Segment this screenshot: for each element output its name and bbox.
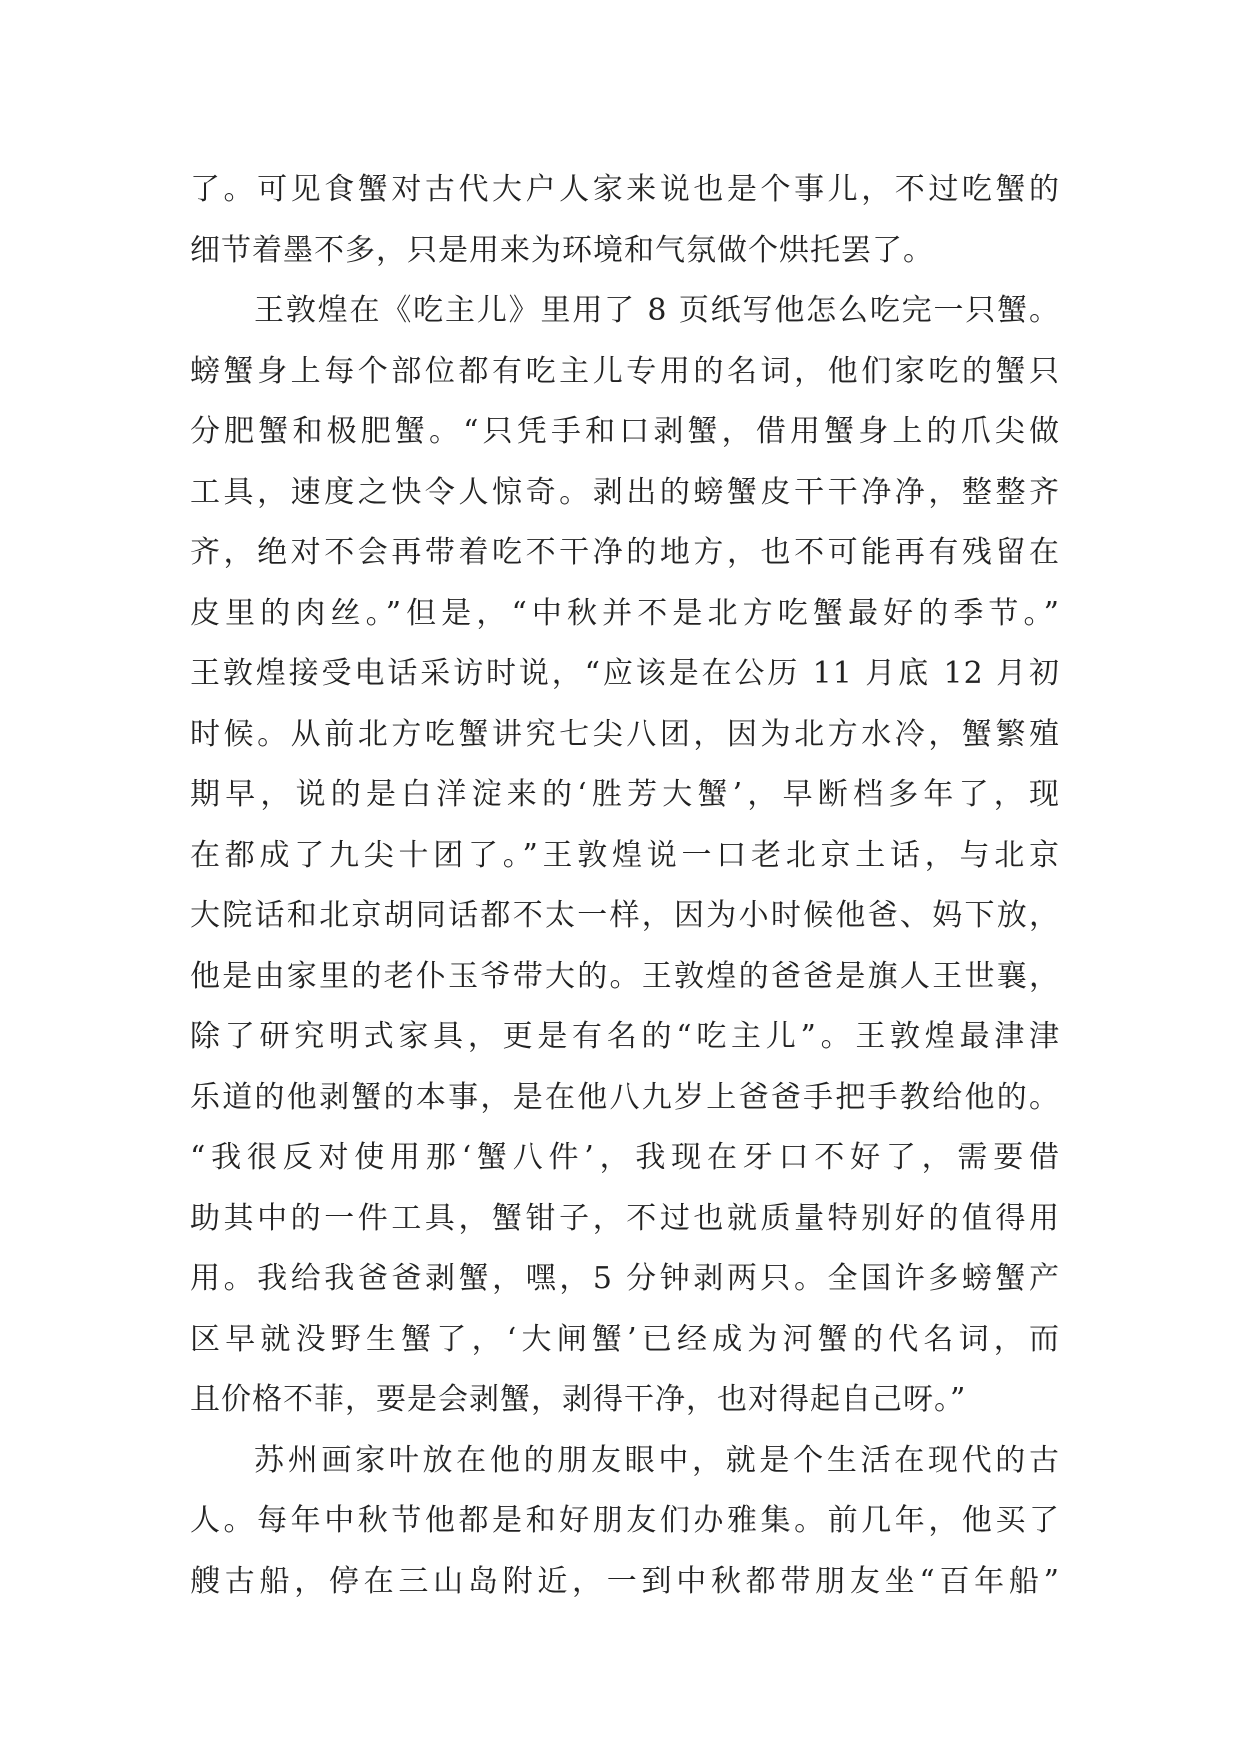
text-line: 螃蟹身上每个部位都有吃主儿专用的名词，他们家吃的蟹只 <box>190 353 1060 389</box>
text-line: “我很反对使用那‘蟹八件’，我现在牙口不好了，需要借 <box>190 1140 1060 1175</box>
text-line: 区早就没野生蟹了，‘大闸蟹’已经成为河蟹的代名词，而 <box>190 1321 1060 1357</box>
text-line: 期早，说的是白洋淀来的‘胜芳大蟹’，早断档多年了，现 <box>190 777 1060 812</box>
text-line: 且价格不菲，要是会剥蟹，剥得干净，也对得起自己呀。” <box>190 1382 967 1417</box>
text-line: 乐道的他剥蟹的本事，是在他八九岁上爸爸手把手教给他的。 <box>190 1079 1060 1115</box>
text-line: 用。我给我爸爸剥蟹，嘿，5 分钟剥两只。全国许多螃蟹产 <box>190 1261 1060 1296</box>
text-line: 了。可见食蟹对古代大户人家来说也是个事儿，不过吃蟹的 <box>190 172 1060 207</box>
text-line: 时候。从前北方吃蟹讲究七尖八团，因为北方水冷，蟹繁殖 <box>190 716 1060 752</box>
article-body <box>190 160 1060 1612</box>
text-line: 分肥蟹和极肥蟹。“只凭手和口剥蟹，借用蟹身上的爪尖做 <box>190 414 1060 449</box>
text-line: 苏州画家叶放在他的朋友眼中，就是个生活在现代的古 <box>254 1442 1060 1478</box>
text-line: 人。每年中秋节他都是和好朋友们办雅集。前几年，他买了 <box>190 1503 1060 1538</box>
text-line: 细节着墨不多，只是用来为环境和气氛做个烘托罢了。 <box>190 232 934 268</box>
text-line: 在都成了九尖十团了。”王敦煌说一口老北京土话，与北京 <box>190 837 1060 873</box>
text-line: 皮里的肉丝。”但是，“中秋并不是北方吃蟹最好的季节。” <box>190 595 1060 631</box>
text-line: 王敦煌接受电话采访时说，“应该是在公历 11 月底 12 月初 <box>190 656 1060 691</box>
text-line: 艘古船，停在三山岛附近，一到中秋都带朋友坐“百年船” <box>190 1563 1060 1599</box>
text-line: 大院话和北京胡同话都不太一样，因为小时候他爸、妈下放， <box>190 898 1060 933</box>
text-line: 王敦煌在《吃主儿》里用了 8 页纸写他怎么吃完一只蟹。 <box>254 293 1060 328</box>
text-line: 齐，绝对不会再带着吃不干净的地方，也不可能再有残留在 <box>190 535 1060 570</box>
text-line: 助其中的一件工具，蟹钳子，不过也就质量特别好的值得用 <box>190 1200 1060 1236</box>
text-line: 工具，速度之快令人惊奇。剥出的螃蟹皮干干净净，整整齐 <box>190 474 1060 510</box>
text-line: 除了研究明式家具，更是有名的“吃主儿”。王敦煌最津津 <box>190 1019 1060 1054</box>
text-line: 他是由家里的老仆玉爷带大的。王敦煌的爸爸是旗人王世襄， <box>190 958 1060 994</box>
